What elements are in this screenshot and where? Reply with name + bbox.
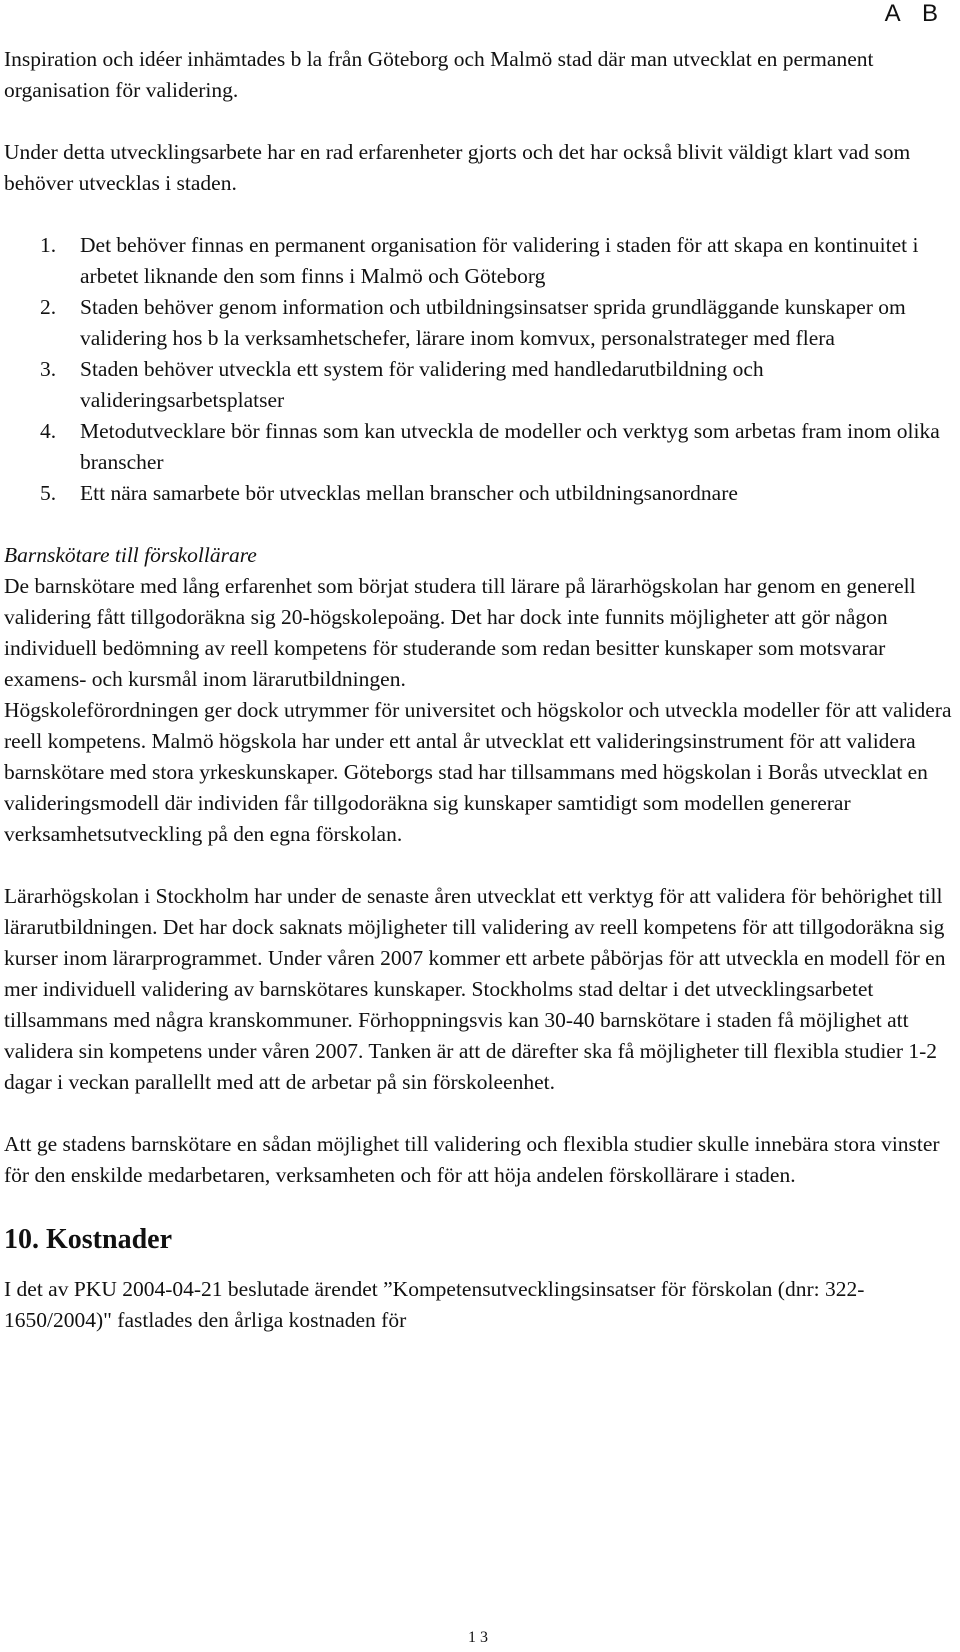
list-item-number: 1.: [40, 233, 57, 257]
spacer: [4, 199, 954, 230]
intro-paragraph-2: Under detta utvecklingsarbete har en rad erfarenheter gjorts och det har också blivit väldigt klart vad som behöver utvecklas i staden.: [4, 140, 911, 195]
list-item-text: Ett nära samarbete bör utvecklas mellan branscher och utbildningsanordnare: [80, 481, 738, 505]
list-item-text: Staden behöver genom information och utbildningsinsatser sprida grundläggande kunskaper om validering hos b la verksamhetschefer, lärare inom komvux, personalstrateger med flera: [80, 295, 906, 350]
paragraph: I det av PKU 2004-04-21 beslutade ärendet ”Kompetensutvecklingsinsatser för förskolan (dnr: 322-1650/2004)" fastlades den årliga kostnaden för: [4, 1277, 865, 1332]
spacer: [4, 509, 954, 540]
paragraph: De barnskötare med lång erfarenhet som börjat studera till lärare på lärarhögskolan har genom en generell validering fått tillgodoräkna sig 20-högskolepoäng. Det har dock inte funnits möjligheter att gör någon individuell bedömning av reell kompetens för studerande som redan besitter kunskaper som motsvarar examens- och kursmål inom lärarutbildningen.: [4, 574, 916, 691]
spacer: [4, 1191, 954, 1222]
list-item-number: 2.: [40, 295, 57, 319]
list-item: [4, 416, 954, 478]
paragraph: Högskoleförordningen ger dock utrymmer för universitet och högskolor och utveckla modeller för att validera reell kompetens. Malmö högskola har under ett antal år utvecklat ett valideringsinstrument för att validera barnskötare med stora yrkeskunskaper. Göteborgs stad har tillsammans med högskolan i Borås utvecklat en valideringsmodell där individen får tillgodoräkna sig kunskaper samtidigt som modellen genererar verksamhetsutveckling på den egna förskolan.: [4, 698, 952, 846]
spacer: [4, 850, 954, 881]
paragraph: Lärarhögskolan i Stockholm har under de senaste åren utvecklat ett verktyg för att validera för behörighet till lärarutbildningen. Det har dock saknats möjligheter till validering av reell kompetens för att tillgodoräkna sig kurser inom lärarprogrammet. Under våren 2007 kommer ett arbete påbörjas för att utveckla en modell för en mer individuell validering av barnskötares kunskaper. Stockholms stad deltar i det utvecklingsarbetet tillsammans med några kranskommuner. Förhoppningsvis kan 30-40 barnskötare i staden få möjlighet att validera sin kompetens under våren 2007. Tanken är att de därefter ska få möjligheter till flexibla studier 1-2 dagar i veckan parallellt med att de arbetar på sin förskoleenhet.: [4, 884, 946, 1094]
paragraph: Att ge stadens barnskötare en sådan möjlighet till validering och flexibla studier skulle innebära stora vinster för den enskilde medarbetaren, verksamheten och för att höja andelen förskollärare i staden.: [4, 1132, 940, 1187]
list-item: [4, 478, 954, 509]
page-number: 13: [468, 1629, 492, 1646]
list-item: [4, 230, 954, 292]
list-item-text: Staden behöver utveckla ett system för validering med handledarutbildning och valideringsarbetsplatser: [80, 357, 764, 412]
document-body: [4, 44, 954, 1336]
header-mark: A B: [884, 0, 946, 27]
list-item-number: 3.: [40, 357, 57, 381]
list-item-number: 4.: [40, 419, 57, 443]
spacer: [4, 1098, 954, 1129]
spacer: [4, 106, 954, 137]
spacer: [4, 1258, 954, 1274]
section-heading: 10. Kostnader: [4, 1224, 172, 1255]
list-item-text: Metodutvecklare bör finnas som kan utveckla de modeller och verktyg som arbetas fram inom olika branscher: [80, 419, 940, 474]
needs-list: [4, 230, 954, 509]
section-subheading: Barnskötare till förskollärare: [4, 543, 257, 567]
list-item: [4, 292, 954, 354]
list-item-number: 5.: [40, 481, 57, 505]
intro-paragraph-1: Inspiration och idéer inhämtades b la från Göteborg och Malmö stad där man utvecklat en permanent organisation för validering.: [4, 47, 874, 102]
list-item-text: Det behöver finnas en permanent organisation för validering i staden för att skapa en kontinuitet i arbetet liknande den som finns i Malmö och Göteborg: [80, 233, 919, 288]
list-item: [4, 354, 954, 416]
